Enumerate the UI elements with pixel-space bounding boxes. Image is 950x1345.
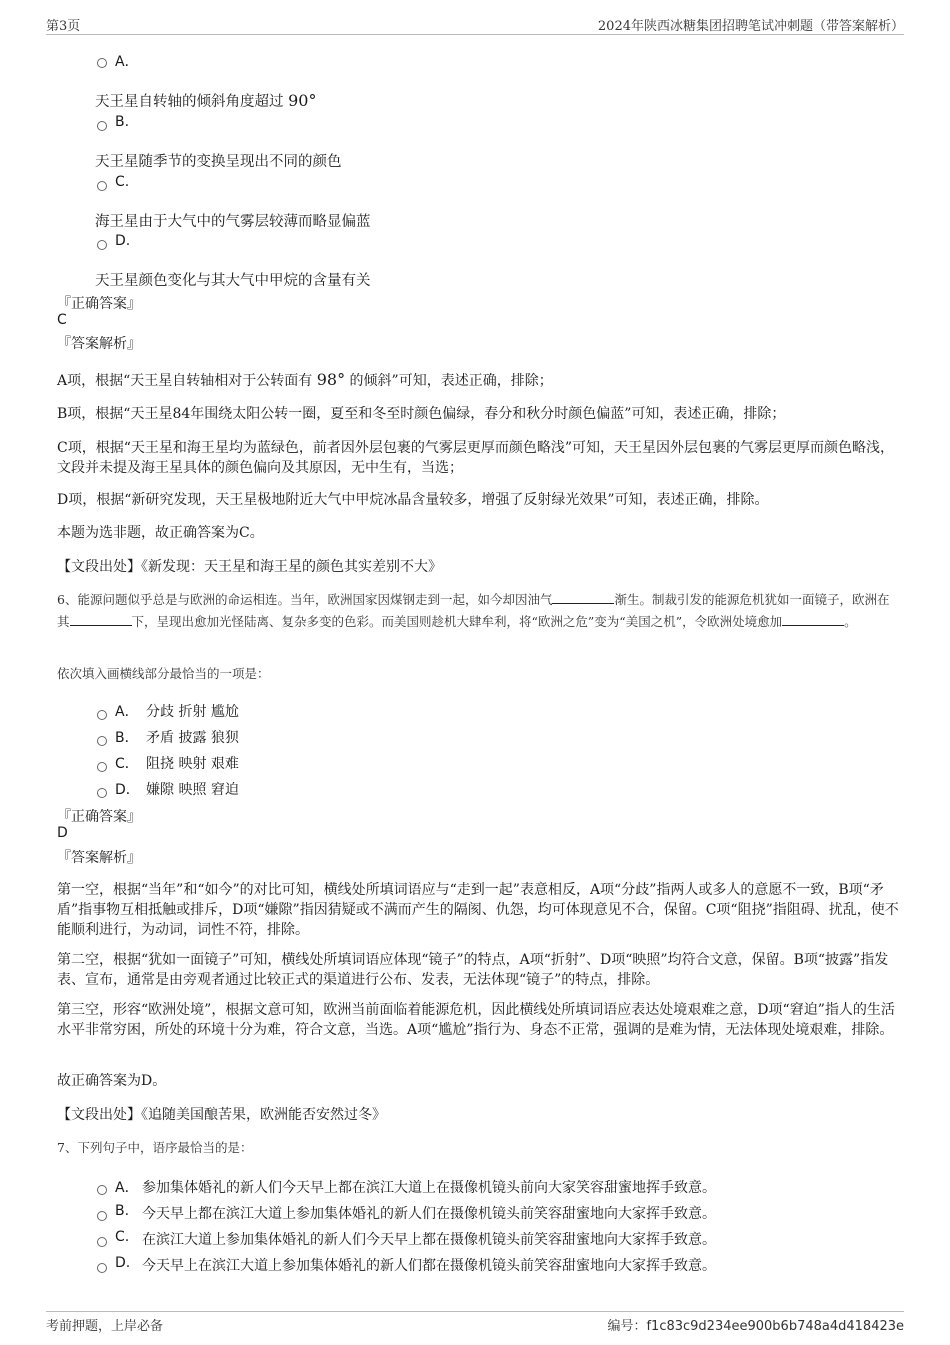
document-title: 2024年陕西冰糖集团招聘笔试冲刺题（带答案解析）: [597, 19, 904, 34]
q7-option-c-radio[interactable]: [97, 1237, 107, 1247]
q7-option-b-radio[interactable]: [97, 1211, 107, 1221]
q7-option-b-text: 今天早上都在滨江大道上参加集体婚礼的新人们在摄像机镜头前笑容甜蜜地向大家挥手致意。: [142, 1206, 716, 1222]
q5-analysis-a: [57, 370, 900, 391]
q5-option-b-radio[interactable]: [97, 121, 107, 131]
q5-option-b-letter: B.: [115, 114, 130, 130]
q6-option-d-text: 嫌隙 映照 窘迫: [146, 782, 239, 798]
q6-blank-1: [552, 591, 614, 604]
q6-source: 【文段出处】《追随美国酿苦果，欧洲能否安然过冬》: [57, 1107, 386, 1123]
q6-option-c-text: 阻挠 映射 艰难: [146, 756, 239, 772]
q5-option-c-radio[interactable]: [97, 181, 107, 191]
footer-code-value: f1c83c9d234ee900b6b748a4d418423e: [646, 1319, 904, 1334]
q5-analysis-c: C项，根据“天王星和海王星均为蓝绿色，前者因外层包裹的气雾层更厚而颜色略浅”可知，天王星因外层包裹的气雾层更厚而颜色略浅，文段并未提及海王星具体的颜色偏向及其原因，无中生有，当选；: [57, 440, 895, 476]
q6-option-a-radio[interactable]: [97, 710, 107, 720]
q7-option-a-radio[interactable]: [97, 1185, 107, 1195]
q7-option-d-letter: D.: [115, 1255, 131, 1271]
q6-analysis-2: 第二空，根据“犹如一面镜子”可知，横线处所填词语应体现“镜子”的特点，A项“折射”、D项“映照”均符合文意，保留。B项“披露”指发表、宣布，通常是由旁观者通过比较正式的渠道进行公布、发表，无法体现“镜子”的特点，排除。: [57, 952, 889, 988]
q6-prompt: 依次填入画横线部分最恰当的一项是：: [57, 666, 270, 681]
q5-option-c-text: 海王星由于大气中的气雾层较薄而略显偏蓝: [95, 214, 371, 230]
q5-analysis-a-pre: A项，根据“天王星自转轴相对于公转面有: [57, 373, 313, 389]
q6-analysis-1: 第一空，根据“当年”和“如今”的对比可知，横线处所填词语应与“走到一起”表意相反，A项“分歧”指两人或多人的意愿不一致，B项“矛盾”指事物互相抵触或排斥，D项“嫌隙”指因猜疑或不满而产生的隔阂、仇怨，均可体现意见不合，保留。C项“阻挠”指阻碍、扰乱，使不能顺利进行，为动词，词性不符，排除。: [57, 882, 899, 938]
q6-blank-2: [70, 613, 132, 626]
page-number: 第3页: [46, 19, 81, 34]
q6-analysis-label: 『答案解析』: [57, 850, 141, 866]
q7-option-c-text: 在滨江大道上参加集体婚礼的新人们今天早上都在摄像机镜头前笑容甜蜜地向大家挥手致意。: [142, 1232, 716, 1248]
q6-option-c-letter: C．: [115, 756, 139, 772]
q5-option-d-radio[interactable]: [97, 240, 107, 250]
q6-blank-3: [782, 613, 844, 626]
q6-option-b-letter: B．: [115, 730, 139, 746]
q5-answer-label: 『正确答案』: [57, 296, 141, 312]
q5-option-a-text: [95, 90, 316, 111]
q6-analysis-3: 第三空，形容“欧洲处境”，根据文意可知，欧洲当前面临着能源危机，因此横线处所填词语应表达处境艰难之意，D项“窘迫”指人的生活水平非常穷困，所处的环境十分为难，符合文意，当选。A项“尴尬”指行为、身态不正常，强调的是难为情，无法体现处境艰难，排除。: [57, 1002, 895, 1038]
q5-option-a-label: 天王星自转轴的倾斜角度超过: [95, 94, 284, 110]
q6-option-b-radio[interactable]: [97, 736, 107, 746]
q6-stem-part-2: 渐生。制裁引发的能源危机犹如一面镜子，欧洲在其: [57, 592, 890, 629]
q6-conclusion: 故正确答案为D。: [57, 1073, 167, 1089]
q6-stem-part-4: 。: [844, 614, 857, 629]
q5-analysis-a-math: 98°: [316, 370, 346, 389]
q7-option-b-letter: B.: [115, 1203, 130, 1219]
footer-rule: [46, 1311, 904, 1312]
q6-option-a-letter: A．: [115, 704, 139, 720]
q6-option-d-letter: D．: [115, 782, 140, 798]
footer-slogan: 考前押题，上岸必备: [46, 1319, 164, 1334]
header-rule: [46, 34, 904, 35]
q6-option-b-text: 矛盾 披露 狼狈: [146, 730, 239, 746]
q7-option-d-radio[interactable]: [97, 1263, 107, 1273]
q5-option-d-letter: D.: [115, 233, 131, 249]
q5-analysis-b: B项，根据“天王星84年围绕太阳公转一圈，夏至和冬至时颜色偏绿，春分和秋分时颜色偏蓝”可知，表述正确，排除；: [57, 406, 786, 422]
q7-option-a-text: 参加集体婚礼的新人们今天早上都在滨江大道上在摄像机镜头前向大家笑容甜蜜地挥手致意。: [142, 1180, 716, 1196]
q5-analysis-a-post: 的倾斜”可知，表述正确，排除；: [349, 373, 553, 389]
q5-option-a-radio[interactable]: [97, 58, 107, 68]
footer-code: [607, 1315, 904, 1334]
q6-stem-part-1: 6、能源问题似乎总是与欧洲的命运相连。当年，欧洲国家因煤钢走到一起，如今却因油气: [57, 592, 553, 607]
q5-option-a-letter: A．: [115, 54, 139, 70]
footer-code-label: 编号：: [607, 1319, 647, 1334]
q5-analysis-d: D项，根据“新研究发现，天王星极地附近大气中甲烷冰晶含量较多，增强了反射绿光效果”可知，表述正确，排除。: [57, 492, 769, 508]
q6-answer: D: [57, 825, 68, 841]
q6-option-a-text: 分歧 折射 尴尬: [146, 704, 239, 720]
q5-option-a-math: 90°: [288, 91, 317, 110]
q5-option-b-text: 天王星随季节的变换呈现出不同的颜色: [95, 154, 342, 170]
q5-answer: C: [57, 312, 67, 328]
q7-option-c-letter: C.: [115, 1229, 130, 1245]
q5-analysis-label: 『答案解析』: [57, 336, 141, 352]
q5-option-d-text: 天王星颜色变化与其大气中甲烷的含量有关: [95, 273, 371, 289]
q7-option-d-text: 今天早上在滨江大道上参加集体婚礼的新人们都在摄像机镜头前笑容甜蜜地向大家挥手致意。: [142, 1258, 716, 1274]
q7-option-a-letter: A．: [115, 1180, 139, 1196]
q6-stem: [57, 589, 900, 633]
q6-option-c-radio[interactable]: [97, 762, 107, 772]
q7-stem: 7、下列句子中，语序最恰当的是：: [57, 1140, 253, 1155]
q6-stem-part-3: 下，呈现出愈加光怪陆离、复杂多变的色彩。而美国则趁机大肆牟利，将“欧洲之危”变为“美国之机”，令欧洲处境愈加: [131, 614, 783, 629]
q5-option-c-letter: C.: [115, 174, 130, 190]
q5-conclusion: 本题为选非题，故正确答案为C。: [57, 525, 264, 541]
q5-source: 【文段出处】《新发现：天王星和海王星的颜色其实差别不大》: [57, 559, 442, 575]
q6-answer-label: 『正确答案』: [57, 809, 141, 825]
q6-option-d-radio[interactable]: [97, 788, 107, 798]
